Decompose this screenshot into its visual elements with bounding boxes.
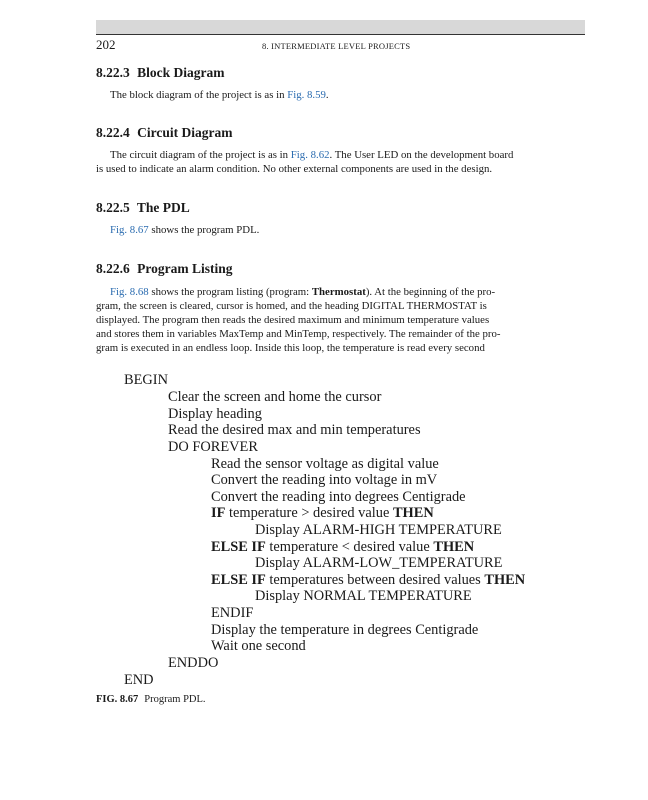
section-number: 8.22.6 (96, 261, 130, 276)
section-number: 8.22.3 (96, 65, 130, 80)
paragraph-text: is used to indicate an alarm condition. No other external components are used in the design. (96, 163, 493, 175)
page-header-bar (96, 20, 585, 34)
pdl-elseif-line (211, 572, 525, 589)
pdl-line: Display NORMAL TEMPERATURE (255, 588, 472, 604)
paragraph-text: . The User LED on the development board (329, 149, 514, 161)
header-rule (96, 34, 585, 35)
pdl-line: Display heading (168, 406, 262, 422)
section-heading-pdl (96, 200, 190, 216)
pdl-line: Display ALARM-HIGH TEMPERATURE (255, 522, 502, 538)
figure-caption (96, 694, 206, 705)
program-listing-paragraph (96, 285, 585, 355)
running-head: 8. INTERMEDIATE LEVEL PROJECTS (262, 41, 411, 51)
pdl-line: Display ALARM-LOW_TEMPERATURE (255, 555, 503, 571)
pdl-if-line (211, 505, 434, 522)
pdl-do-forever: DO FOREVER (168, 439, 258, 455)
paragraph-text: gram is executed in an endless loop. Inside this loop, the temperature is read every second (96, 342, 485, 354)
circuit-diagram-paragraph (96, 148, 585, 176)
section-heading-block-diagram (96, 65, 225, 81)
pdl-keyword: ELSE IF (211, 539, 266, 555)
pdl-endif: ENDIF (211, 605, 254, 621)
paragraph-text: The circuit diagram of the project is as in (110, 149, 291, 161)
section-title: Program Listing (137, 261, 233, 276)
pdl-enddo: ENDDO (168, 655, 219, 671)
pdl-text: temperature > desired value (225, 505, 393, 521)
figure-link[interactable]: Fig. 8.59 (287, 89, 326, 101)
pdl-paragraph (96, 223, 585, 237)
pdl-end: END (124, 672, 154, 688)
pdl-keyword: ELSE IF (211, 572, 266, 588)
pdl-line: Clear the screen and home the cursor (168, 389, 382, 405)
paragraph-text: displayed. The program then reads the desired maximum and minimum temperature values (96, 314, 490, 326)
paragraph-text: . (325, 89, 329, 101)
paragraph-text: gram, the screen is cleared, cursor is homed, and the heading DIGITAL THERMOSTAT is (96, 300, 487, 312)
pdl-keyword: THEN (433, 539, 475, 555)
pdl-line: Read the desired max and min temperatures (168, 422, 421, 438)
pdl-text: temperature < desired value (265, 539, 434, 555)
pdl-begin: BEGIN (124, 372, 168, 388)
figure-link[interactable]: Fig. 8.68 (110, 286, 149, 298)
program-name: Thermostat (311, 286, 366, 298)
section-title: Block Diagram (137, 65, 225, 80)
caption-text: Program PDL. (144, 694, 206, 705)
paragraph-text: shows the program listing (program: (148, 286, 312, 298)
paragraph-text: shows the program PDL. (148, 224, 260, 236)
pdl-keyword: THEN (484, 572, 526, 588)
pdl-elseif-line (211, 539, 474, 556)
pdl-line: Convert the reading into voltage in mV (211, 472, 438, 488)
section-title: Circuit Diagram (137, 125, 233, 140)
caption-label: FIG. 8.67 (96, 694, 139, 705)
paragraph-text: The block diagram of the project is as in (110, 89, 288, 101)
pdl-line: Display the temperature in degrees Centigrade (211, 622, 479, 638)
page-number: 202 (96, 37, 116, 52)
section-heading-program-listing (96, 261, 233, 277)
pdl-text: temperatures between desired values (265, 572, 485, 588)
paragraph-text: and stores them in variables MaxTemp and MinTemp, respectively. The remainder of the pro- (96, 328, 501, 340)
pdl-line: Convert the reading into degrees Centigrade (211, 489, 466, 505)
section-number: 8.22.4 (96, 125, 130, 140)
pdl-line: Wait one second (211, 638, 306, 654)
figure-link[interactable]: Fig. 8.67 (110, 224, 149, 236)
pdl-keyword: IF (211, 505, 226, 521)
section-heading-circuit-diagram (96, 125, 232, 141)
section-number: 8.22.5 (96, 200, 130, 215)
section-title: The PDL (136, 200, 190, 215)
pdl-line: Read the sensor voltage as digital value (211, 456, 439, 472)
pdl-keyword: THEN (392, 505, 434, 521)
paragraph-text: ). At the beginning of the pro- (365, 286, 496, 298)
figure-link[interactable]: Fig. 8.62 (290, 149, 330, 161)
block-diagram-paragraph (96, 88, 585, 102)
